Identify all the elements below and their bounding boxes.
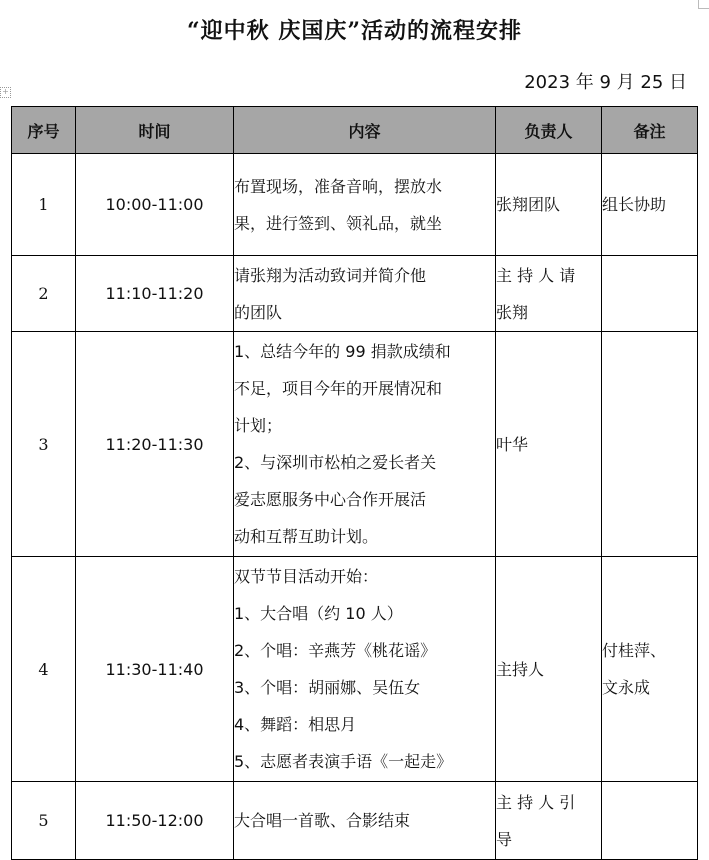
document-title: “迎中秋 庆国庆”活动的流程安排 [187, 18, 522, 44]
owner-line: 叶华 [496, 434, 529, 454]
header-time: 时间 [76, 107, 234, 154]
row-note [602, 256, 698, 332]
header-note: 备注 [602, 107, 698, 154]
content-line: 1、总结今年的 99 捐款成绩和 [234, 342, 451, 361]
content-line: 2、个唱：辛燕芳《桃花谣》 [234, 641, 437, 660]
owner-line: 张翔 [496, 302, 529, 322]
row-owner [496, 256, 602, 332]
table-row [12, 332, 698, 557]
schedule-table [11, 106, 698, 860]
note-line: 文永成 [602, 678, 651, 697]
content-line: 计划； [234, 416, 283, 435]
page-corner-mark [698, 0, 709, 9]
table-row [12, 782, 698, 860]
note-line: 组长协助 [602, 195, 667, 214]
row-seq: 5 [12, 782, 76, 860]
row-note [602, 332, 698, 557]
header-content: 内容 [234, 107, 496, 154]
content-line: 的团队 [234, 302, 283, 322]
row-owner [496, 332, 602, 557]
table-row [12, 154, 698, 256]
content-line: 爱志愿服务中心合作开展活 [234, 490, 427, 509]
content-line: 果，进行签到、领礼品，就坐 [234, 213, 443, 233]
row-content [234, 154, 496, 256]
content-line: 动和互帮互助计划。 [234, 527, 379, 546]
table-row [12, 256, 698, 332]
row-seq: 2 [12, 256, 76, 332]
row-note [602, 557, 698, 782]
content-line: 不足，项目今年的开展情况和 [234, 379, 443, 398]
content-line: 3、个唱：胡丽娜、吴伍女 [234, 678, 421, 697]
content-line: 1、大合唱（约 10 人） [234, 604, 403, 623]
row-note [602, 154, 698, 256]
row-content [234, 557, 496, 782]
row-seq: 1 [12, 154, 76, 256]
row-time: 10:00-11:00 [76, 154, 234, 256]
header-seq: 序号 [12, 107, 76, 154]
content-line: 5、志愿者表演手语《一起走》 [234, 752, 453, 771]
owner-line: 主 持 人 请 [496, 265, 576, 285]
row-seq: 3 [12, 332, 76, 557]
document-date: 2023 年 9 月 25 日 [524, 72, 687, 93]
row-seq: 4 [12, 557, 76, 782]
row-owner [496, 782, 602, 860]
row-content [234, 782, 496, 860]
row-note [602, 782, 698, 860]
owner-line: 张翔团队 [496, 195, 561, 214]
content-line: 布置现场，准备音响，摆放水 [234, 176, 443, 196]
table-header-row [12, 107, 698, 154]
owner-line: 主 持 人 引 [496, 792, 576, 812]
row-time: 11:30-11:40 [76, 557, 234, 782]
row-content [234, 256, 496, 332]
row-time: 11:20-11:30 [76, 332, 234, 557]
content-line: 请张翔为活动致词并简介他 [234, 265, 427, 285]
content-line: 双节节目活动开始： [234, 567, 379, 586]
owner-line: 导 [496, 829, 513, 849]
row-owner [496, 154, 602, 256]
row-time: 11:10-11:20 [76, 256, 234, 332]
owner-line: 主持人 [496, 659, 545, 679]
table-row [12, 557, 698, 782]
row-time: 11:50-12:00 [76, 782, 234, 860]
content-line: 大合唱一首歌、合影结束 [234, 811, 411, 830]
content-line: 2、与深圳市松柏之爱长者关 [234, 453, 437, 472]
content-line: 4、舞蹈：相思月 [234, 715, 357, 734]
row-content [234, 332, 496, 557]
row-owner [496, 557, 602, 782]
header-owner: 负责人 [496, 107, 602, 154]
note-line: 付桂萍、 [602, 641, 667, 660]
table-move-handle[interactable]: + [0, 87, 11, 98]
